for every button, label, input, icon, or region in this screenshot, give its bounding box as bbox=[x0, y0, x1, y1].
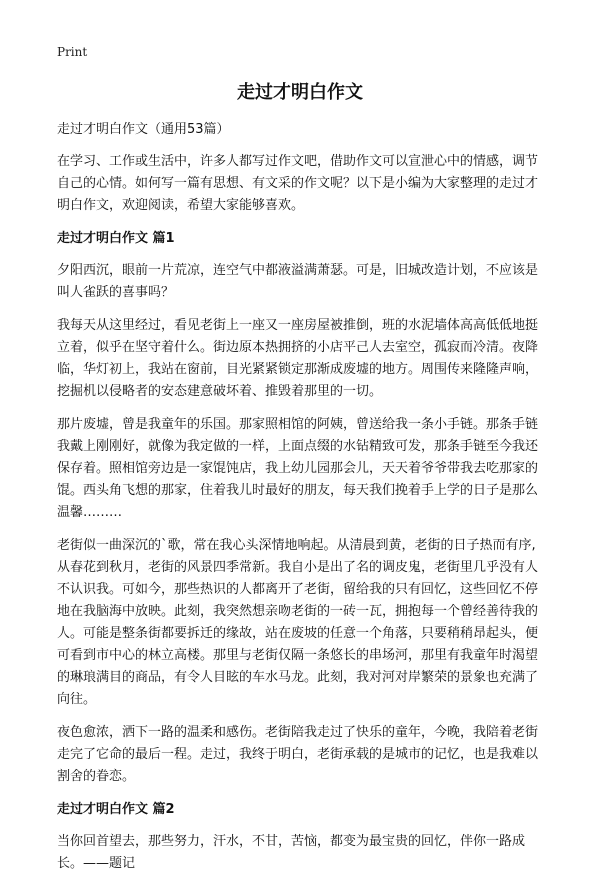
paragraph: 夜色愈浓，洒下一路的温柔和感伤。老街陪我走过了快乐的童年，今晚，我陪着老街走完了它命的最后一程。走过，我终于明白，老街承载的是城市的记忆，也是我难以割舍的眷恋。 bbox=[57, 725, 539, 784]
paragraph: 夕阳西沉，眼前一片荒凉，连空气中都液溢满萧瑟。可是，旧城改造计划，不应该是叫人雀跃的喜事吗？ bbox=[57, 263, 539, 300]
print-link[interactable]: Print bbox=[57, 45, 88, 59]
article-subtitle: 走过才明白作文（通用53篇） bbox=[57, 122, 230, 137]
page-title: 走过才明白作文 bbox=[237, 82, 363, 103]
section-heading-1: 走过才明白作文 篇1 bbox=[57, 231, 175, 246]
paragraph: 我每天从这里经过，看见老街上一座又一座房屋被推倒，班的水泥墙体高高低低地挺立着，似乎在坚守着什么。街边原本热拥挤的小店平己人去室空，孤寂而冷清。夜降临，华灯初上，我站在窗前，目光紧紧锁定那渐成废墟的地方。周围传来隆隆声响，挖掘机以侵略者的安态建意破坏着、推毁着那里的一切。 bbox=[57, 318, 539, 399]
intro-paragraph: 在学习、工作或生活中，许多人都写过作文吧，借助作文可以宣泄心中的情感，调节自己的心情。如何写一篇有思想、有文采的作文呢？以下是小编为大家整理的走过才明白作文，欢迎阅读，希望大家能够喜欢。 bbox=[57, 154, 539, 213]
article-body bbox=[57, 119, 547, 886]
section-heading-2: 走过才明白作文 篇2 bbox=[57, 802, 175, 817]
paragraph: 那片废墟，曾是我童年的乐国。那家照相馆的阿姨，曾送给我一条小手链。那条手链我戴上刚刚好，就像为我定做的一样，上面点缀的水钻精致可发，那条手链至今我还保存着。照相馆旁边是一家馄饨店，我上幼儿园那会儿，天天着爷爷带我去吃那家的馄。西头角飞想的那家，住着我儿时最好的朋友，每天我们挽着手上学的日子是那么温馨……… bbox=[57, 417, 539, 520]
paragraph: 当你回首望去，那些努力，汗水，不甘，苦恼，都变为最宝贵的回忆，伴你一路成长。——题记 bbox=[57, 834, 526, 871]
paragraph: 老街似一曲深沉的`歌，常在我心头深情地响起。从清晨到黄，老街的日子热而有序,从春花到秋月，老街的风景四季常新。我自小是出了名的调皮鬼，老街里几乎没有人不认识我。可如今，那些热识的人都离开了老街，留给我的只有回忆，这些回忆不停地在我脑海中放映。此刻，我突然想亲吻老街的一砖一瓦，拥抱每一个曾经善待我的人。可能是整条街都要拆迁的缘故，站在废坡的任意一个角落，只要稍稍昂起头，便可看到市中心的林立高楼。那里与老街仅隔一条悠长的串场河，那里有我童年时渴望的琳琅满目的商品，有令人目眩的车水马龙。此刻，我对河对岸繁荣的景象也充满了向往。 bbox=[57, 538, 539, 707]
